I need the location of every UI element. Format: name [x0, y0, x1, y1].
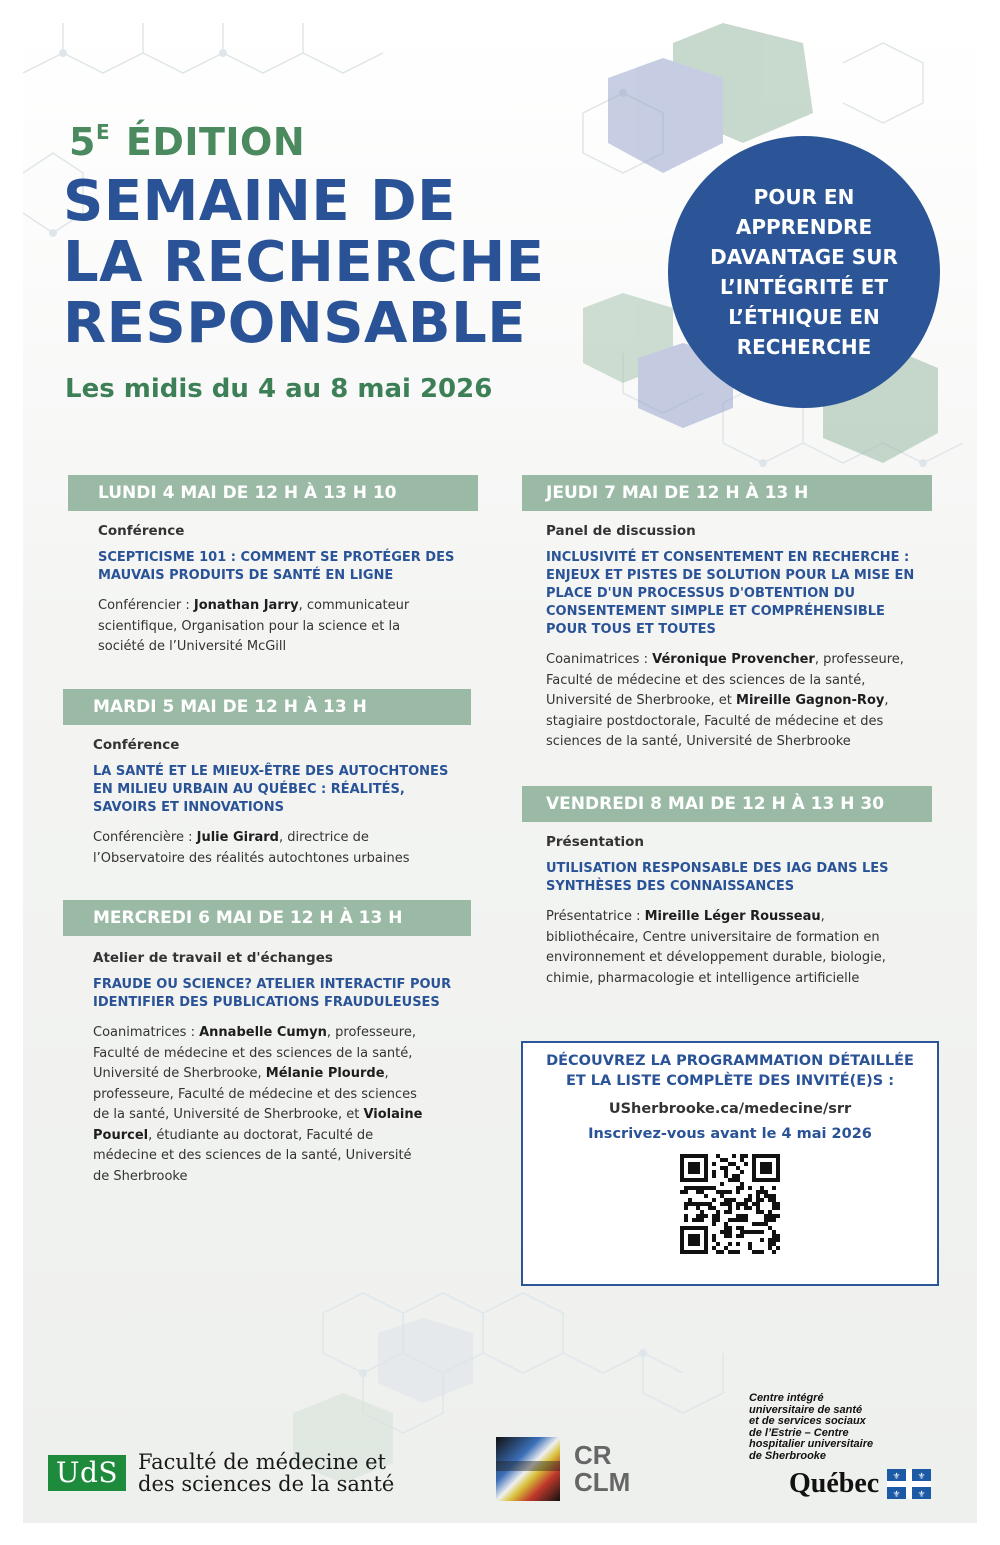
uds-logo-line: Faculté de médecine et — [138, 1450, 386, 1474]
session-title — [93, 976, 471, 1012]
speaker-text: médecine et des sciences de la santé, Université — [93, 1148, 412, 1163]
session-title-line: CONSENTEMENT SIMPLE ET COMPRÉHENSIBLE — [546, 604, 885, 619]
qr-code-icon[interactable] — [680, 1154, 780, 1254]
speaker-text: société de l’Université McGill — [98, 639, 287, 654]
info-heading-line: DÉCOUVREZ LA PROGRAMMATION DÉTAILLÉE — [546, 1053, 914, 1069]
session-speakers — [93, 828, 471, 869]
day-wednesday — [63, 900, 471, 1187]
speaker-name: Julie Girard — [196, 830, 279, 845]
day-friday — [522, 786, 932, 989]
speaker-text: Université de Sherbrooke, et — [546, 693, 737, 708]
dates-subtitle: Les midis du 4 au 8 mai 2026 — [65, 374, 493, 404]
ciusss-line: universitaire de santé — [749, 1403, 863, 1416]
circle-line: L’INTÉGRITÉ ET — [719, 275, 889, 299]
speaker-text: de la santé, Université de Sherbrooke, et — [93, 1107, 364, 1122]
speaker-text: , — [384, 1066, 389, 1081]
circle-line: L’ÉTHIQUE EN — [728, 305, 880, 329]
session-speakers — [93, 1023, 471, 1187]
session-title-line: UTILISATION RESPONSABLE DES IAG DANS LES — [546, 861, 889, 876]
session-type: Présentation — [546, 834, 645, 850]
circle-line: POUR EN — [753, 185, 855, 209]
session-title — [98, 549, 478, 585]
speaker-role: Conférencier : — [98, 598, 190, 613]
speaker-name: Mélanie Plourde — [265, 1066, 385, 1081]
info-heading-line: ET LA LISTE COMPLÈTE DES INVITÉ(E)S : — [565, 1073, 895, 1089]
day-wednesday-bar: MERCREDI 6 MAI DE 12 H À 13 H — [63, 900, 471, 936]
speaker-text: , directrice de — [278, 830, 369, 845]
crclm-logo-icon — [496, 1437, 560, 1501]
speaker-name: Véronique Provencher — [652, 652, 815, 667]
speaker-text: Faculté de médecine et des sciences de la santé, — [546, 672, 866, 688]
speaker-name: Annabelle Cumyn — [199, 1025, 327, 1040]
speaker-text: , communicateur — [298, 598, 410, 613]
speaker-name: Violaine — [363, 1107, 423, 1122]
speaker-role: Coanimatrices : — [93, 1025, 195, 1040]
speaker-name: Pourcel — [93, 1127, 149, 1143]
speaker-text: , professeure, — [326, 1025, 416, 1040]
speaker-text: de Sherbrooke — [93, 1168, 188, 1184]
session-type: Conférence — [98, 523, 185, 539]
speaker-text: Faculté de médecine et des sciences de la santé, — [93, 1045, 413, 1061]
day-thursday-bar: JEUDI 7 MAI DE 12 H À 13 H — [522, 475, 932, 511]
speaker-role: Présentatrice : — [546, 909, 641, 924]
uds-logo-text — [138, 1451, 394, 1495]
svg-text:⚜: ⚜ — [892, 1490, 901, 1499]
session-title-line: EN MILIEU URBAIN AU QUÉBEC : RÉALITÉS, — [93, 782, 405, 797]
uds-logo-mark: UdS — [48, 1455, 126, 1491]
ciusss-line: Centre intégré — [749, 1392, 824, 1404]
speaker-text: , professeure, — [814, 652, 904, 667]
edition-superscript: E — [95, 120, 111, 144]
ciusss-line: de Sherbrooke — [749, 1449, 827, 1462]
speaker-text: bibliothécaire, Centre universitaire de formation en — [546, 929, 880, 945]
session-speakers — [546, 907, 932, 989]
speaker-name: Mireille Léger Rousseau — [644, 909, 821, 924]
session-title-line: SYNTHÈSES DES CONNAISSANCES — [546, 879, 795, 894]
speaker-role: Coanimatrices : — [546, 652, 648, 667]
uds-logo-line: des sciences de la santé — [138, 1472, 395, 1496]
speaker-text: scientifique, Organisation pour la science et la — [98, 618, 401, 634]
day-tuesday-bar: MARDI 5 MAI DE 12 H À 13 H — [63, 689, 471, 725]
session-speakers — [98, 596, 478, 658]
speaker-text: Université de Sherbrooke, — [93, 1066, 266, 1081]
ciusss-logo-text — [749, 1393, 949, 1462]
day-friday-bar: VENDREDI 8 MAI DE 12 H À 13 H 30 — [522, 786, 932, 822]
speaker-text: l’Observatoire des réalités autochtones urbaines — [93, 850, 410, 866]
svg-text:⚜: ⚜ — [917, 1490, 926, 1499]
info-heading — [523, 1051, 937, 1091]
title-line: LA RECHERCHE — [63, 230, 545, 295]
session-type: Panel de discussion — [546, 523, 696, 539]
speaker-text: sciences de la santé, Université de Sherbrooke — [546, 734, 851, 749]
svg-text:⚜: ⚜ — [892, 1472, 901, 1482]
circle-line: RECHERCHE — [736, 335, 872, 359]
speaker-text: professeure, Faculté de médecine et des sciences — [93, 1086, 417, 1102]
crclm-logo-text — [574, 1442, 630, 1496]
quebec-flag-icon — [887, 1469, 931, 1499]
session-type: Conférence — [93, 737, 180, 753]
edition-number: 5 — [69, 120, 96, 164]
session-speakers — [546, 650, 932, 753]
session-title-line: SAVOIRS ET INNOVATIONS — [93, 800, 284, 815]
uds-faculty-logo — [48, 1451, 394, 1495]
day-monday-bar: LUNDI 4 MAI DE 12 H À 13 H 10 — [68, 475, 478, 511]
program-info-box — [521, 1041, 939, 1286]
session-title — [93, 763, 471, 817]
circle-line: DAVANTAGE SUR — [710, 245, 898, 269]
speaker-text: chimie, pharmacologie et intelligence artificielle — [546, 970, 860, 986]
speaker-text: environnement et développement durable, biologie, — [546, 950, 886, 965]
speaker-role: Conférencière : — [93, 830, 193, 845]
speaker-text: stagiaire postdoctorale, Faculté de médecine et des — [546, 713, 884, 729]
circle-line: APPRENDRE — [735, 215, 873, 239]
session-type: Atelier de travail et d'échanges — [93, 950, 333, 966]
ciusss-line: hospitalier universitaire — [749, 1438, 874, 1450]
session-title-line: IDENTIFIER DES PUBLICATIONS FRAUDULEUSES — [93, 995, 440, 1010]
info-circle-callout — [668, 136, 940, 408]
svg-text:⚜: ⚜ — [917, 1472, 926, 1482]
day-thursday — [522, 475, 932, 753]
session-title — [546, 860, 932, 896]
crclm-logo-line: CR — [574, 1440, 612, 1470]
speaker-name: Mireille Gagnon-Roy — [736, 693, 885, 708]
speaker-text: , — [820, 909, 825, 924]
session-title-line: SCEPTICISME 101 : COMMENT SE PROTÉGER DES — [98, 550, 455, 565]
ciusss-line: et de services sociaux — [749, 1415, 866, 1427]
speaker-text: , — [884, 693, 889, 708]
session-title-line: MAUVAIS PRODUITS DE SANTÉ EN LIGNE — [98, 568, 394, 583]
crclm-logo — [496, 1437, 630, 1501]
poster — [23, 23, 977, 1523]
edition-label — [69, 120, 305, 164]
speaker-text: , étudiante au doctorat, Faculté de — [148, 1127, 374, 1143]
session-title-line: PLACE D'UN PROCESSUS D'OBTENTION DU — [546, 586, 856, 601]
session-title-line: INCLUSIVITÉ ET CONSENTEMENT EN RECHERCHE : — [546, 550, 910, 565]
speaker-name: Jonathan Jarry — [193, 598, 299, 613]
quebec-logo — [789, 1468, 931, 1500]
session-title-line: FRAUDE OU SCIENCE? ATELIER INTERACTIF POUR — [93, 977, 452, 992]
register-deadline: Inscrivez-vous avant le 4 mai 2026 — [588, 1126, 872, 1142]
crclm-logo-line: CLM — [574, 1467, 631, 1497]
ciusss-line: de l’Estrie – Centre — [749, 1426, 849, 1439]
session-title-line: POUR TOUS ET TOUTES — [546, 622, 716, 637]
title-line: RESPONSABLE — [63, 291, 527, 356]
day-monday — [68, 475, 478, 658]
program-url-link[interactable]: USherbrooke.ca/medecine/srr — [608, 1101, 852, 1117]
day-tuesday — [63, 689, 471, 869]
quebec-wordmark: Québec — [789, 1468, 880, 1499]
session-title-line: ENJEUX ET PISTES DE SOLUTION POUR LA MISE EN — [546, 568, 915, 583]
title-line: SEMAINE DE — [63, 169, 456, 234]
edition-word: ÉDITION — [125, 120, 306, 164]
page-title — [63, 171, 544, 354]
session-title-line: LA SANTÉ ET LE MIEUX-ÊTRE DES AUTOCHTONES — [93, 764, 449, 779]
session-title — [546, 549, 932, 639]
